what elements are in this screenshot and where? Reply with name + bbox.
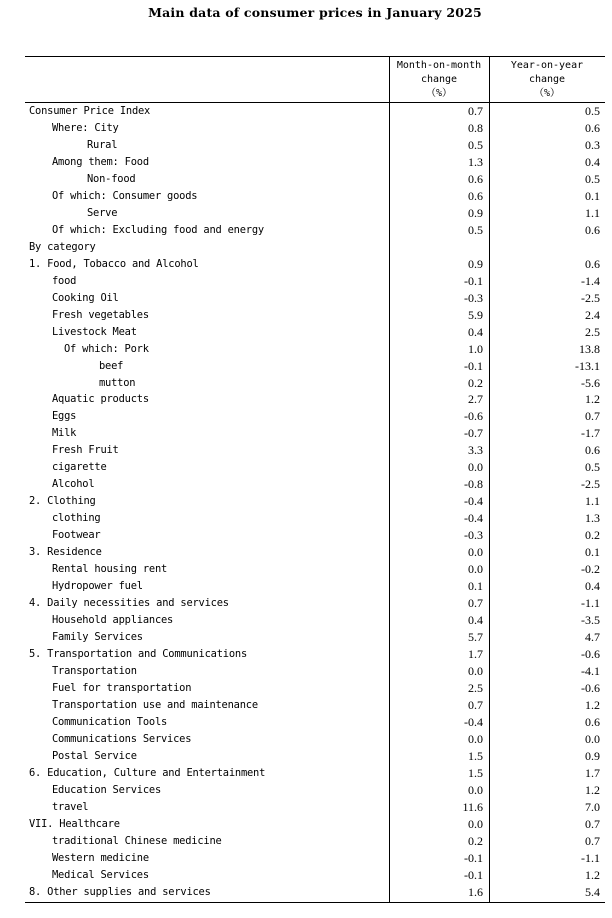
month-on-month-value: -0.1 xyxy=(464,273,483,288)
table-row xyxy=(25,833,605,850)
table-row xyxy=(25,850,605,867)
table-row xyxy=(25,680,605,697)
table-row xyxy=(25,442,605,459)
year-on-year-value: -0.6 xyxy=(581,647,600,661)
table-row xyxy=(25,120,605,137)
table-row xyxy=(25,408,605,425)
year-on-year-value: -13.1 xyxy=(575,358,600,373)
year-on-year-value: -1.1 xyxy=(581,850,600,865)
month-on-month-value: 0.9 xyxy=(468,205,483,220)
table-row xyxy=(25,154,605,171)
month-on-month-value: 0.7 xyxy=(468,104,483,118)
row-label: Milk xyxy=(52,427,77,440)
row-label: Non-food xyxy=(87,172,136,185)
header-line: （%） xyxy=(533,88,561,99)
row-label: 1. Food, Tobacco and Alcohol xyxy=(29,257,199,270)
year-on-year-value: 0.6 xyxy=(585,256,600,271)
year-on-year-value: -4.1 xyxy=(581,663,600,678)
month-on-month-value: 1.5 xyxy=(468,765,483,780)
month-on-month-value: 0.7 xyxy=(468,697,483,712)
row-label: Alcohol xyxy=(52,478,95,491)
month-on-month-value: 0.5 xyxy=(468,137,483,152)
row-label: Of which: Pork xyxy=(64,342,149,355)
row-label: Cooking Oil xyxy=(52,291,119,304)
year-on-year-value: 5.4 xyxy=(585,884,600,899)
year-on-year-value: 0.7 xyxy=(585,816,600,831)
year-on-year-value: 0.4 xyxy=(585,154,600,169)
row-label: food xyxy=(52,274,77,287)
month-on-month-value: -0.4 xyxy=(464,714,483,729)
row-label: Fresh vegetables xyxy=(52,308,149,321)
month-on-month-value: 0.0 xyxy=(468,562,483,577)
table-row xyxy=(25,493,605,510)
year-on-year-value: 0.7 xyxy=(585,833,600,848)
table-row xyxy=(25,663,605,680)
row-label: Postal Service xyxy=(52,749,137,762)
row-label: Aquatic products xyxy=(52,393,149,406)
table-row xyxy=(25,273,605,290)
year-on-year-value: 0.6 xyxy=(585,714,600,729)
year-on-year-value: 0.7 xyxy=(585,409,600,424)
header-year-on-year xyxy=(489,59,605,101)
row-label: 2. Clothing xyxy=(29,495,96,508)
month-on-month-value: 0.4 xyxy=(468,324,483,339)
table-row xyxy=(25,307,605,324)
month-on-month-value: 0.0 xyxy=(468,663,483,678)
row-label: Transportation use and maintenance xyxy=(52,698,258,711)
year-on-year-value: 0.3 xyxy=(585,137,600,152)
year-on-year-value: 1.7 xyxy=(585,765,600,780)
table-row xyxy=(25,239,605,256)
row-label: Rental housing rent xyxy=(52,563,168,576)
row-label: 8. Other supplies and services xyxy=(29,885,211,898)
table-row xyxy=(25,459,605,476)
year-on-year-value: 1.1 xyxy=(585,494,600,509)
row-label: clothing xyxy=(52,512,101,525)
month-on-month-value: -0.4 xyxy=(464,511,483,526)
table-row xyxy=(25,697,605,714)
year-on-year-value: 0.9 xyxy=(585,748,600,763)
row-label: Communication Tools xyxy=(52,715,168,728)
table-row xyxy=(25,256,605,273)
month-on-month-value: 1.6 xyxy=(468,884,483,899)
month-on-month-value: 1.3 xyxy=(468,154,483,169)
row-label: Among them: Food xyxy=(52,155,149,168)
table-row xyxy=(25,510,605,527)
row-label: mutton xyxy=(99,376,136,389)
month-on-month-value: 0.8 xyxy=(468,120,483,135)
year-on-year-value: 0.6 xyxy=(585,443,600,458)
year-on-year-value: 0.6 xyxy=(585,120,600,135)
year-on-year-value: -2.5 xyxy=(581,477,600,492)
row-label: Of which: Excluding food and energy xyxy=(52,223,264,236)
month-on-month-value: -0.4 xyxy=(464,494,483,509)
year-on-year-value: -5.6 xyxy=(581,375,600,390)
row-label: Western medicine xyxy=(52,851,149,864)
table-row xyxy=(25,103,605,120)
row-label: cigarette xyxy=(52,461,107,474)
year-on-year-value: 0.5 xyxy=(585,104,600,118)
row-label: Education Services xyxy=(52,783,162,796)
month-on-month-value: 0.0 xyxy=(468,460,483,475)
year-on-year-value: 7.0 xyxy=(585,799,600,814)
row-label: Hydropower fuel xyxy=(52,580,143,593)
year-on-year-value: 1.1 xyxy=(585,205,600,220)
month-on-month-value: 2.5 xyxy=(468,680,483,695)
year-on-year-value: -1.7 xyxy=(581,426,600,441)
year-on-year-value: 13.8 xyxy=(579,341,600,356)
table-row xyxy=(25,867,605,884)
table-row xyxy=(25,782,605,799)
row-label: VII. Healthcare xyxy=(29,817,120,830)
year-on-year-value: 2.5 xyxy=(585,324,600,339)
row-label: 3. Residence xyxy=(29,546,102,559)
row-label: Eggs xyxy=(52,410,77,423)
month-on-month-value: 0.6 xyxy=(468,171,483,186)
month-on-month-value: -0.1 xyxy=(464,358,483,373)
row-label: Communications Services xyxy=(52,732,192,745)
year-on-year-value: 1.2 xyxy=(585,392,600,407)
month-on-month-value: 0.0 xyxy=(468,545,483,560)
month-on-month-value: 0.4 xyxy=(468,613,483,628)
row-label: 5. Transportation and Communications xyxy=(29,648,248,660)
year-on-year-value: 0.5 xyxy=(585,460,600,475)
month-on-month-value: 2.7 xyxy=(468,392,483,407)
table-row xyxy=(25,205,605,222)
table-row xyxy=(25,137,605,154)
table-row xyxy=(25,391,605,408)
table-row xyxy=(25,731,605,748)
table-row xyxy=(25,612,605,629)
table-row xyxy=(25,748,605,765)
row-label: traditional Chinese medicine xyxy=(52,834,222,847)
month-on-month-value: 1.0 xyxy=(468,341,483,356)
row-label: Rural xyxy=(87,138,118,151)
row-label: travel xyxy=(52,800,89,813)
year-on-year-value: 0.1 xyxy=(585,188,600,203)
table-row xyxy=(25,425,605,442)
month-on-month-value: 3.3 xyxy=(468,443,483,458)
row-label: 6. Education, Culture and Entertainment xyxy=(29,766,266,779)
month-on-month-value: 0.9 xyxy=(468,256,483,271)
table-row xyxy=(25,629,605,646)
year-on-year-value: -1.4 xyxy=(581,273,600,288)
month-on-month-value: 1.7 xyxy=(468,647,483,661)
row-label: Medical Services xyxy=(52,868,149,881)
month-on-month-value: 0.1 xyxy=(468,579,483,594)
month-on-month-value: 0.0 xyxy=(468,731,483,746)
month-on-month-value: -0.1 xyxy=(464,867,483,882)
header-line: （%） xyxy=(425,88,453,99)
header-line: change xyxy=(420,74,458,85)
year-on-year-value: 0.0 xyxy=(585,731,600,746)
month-on-month-value: 0.0 xyxy=(468,816,483,831)
year-on-year-value: 4.7 xyxy=(585,630,600,645)
table-row xyxy=(25,714,605,731)
year-on-year-value: 1.2 xyxy=(585,867,600,882)
year-on-year-value: 1.2 xyxy=(585,697,600,712)
year-on-year-value: 0.6 xyxy=(585,222,600,237)
table-row xyxy=(25,527,605,544)
table-header xyxy=(25,57,605,103)
year-on-year-value: -1.1 xyxy=(581,596,600,611)
header-line: Month-on-month xyxy=(396,60,482,71)
row-label: Serve xyxy=(87,206,118,219)
month-on-month-value: 5.7 xyxy=(468,630,483,645)
month-on-month-value: -0.3 xyxy=(464,528,483,543)
month-on-month-value: 0.6 xyxy=(468,188,483,203)
month-on-month-value: -0.6 xyxy=(464,409,483,424)
table-row xyxy=(25,171,605,188)
row-label: Where: City xyxy=(52,121,119,134)
table-row xyxy=(25,765,605,782)
month-on-month-value: 0.2 xyxy=(468,833,483,848)
table-row xyxy=(25,476,605,493)
header-line: Year-on-year xyxy=(510,60,584,71)
month-on-month-value: 0.5 xyxy=(468,222,483,237)
row-label: Consumer Price Index xyxy=(29,105,151,117)
table-row xyxy=(25,595,605,612)
month-on-month-value: -0.7 xyxy=(464,426,483,441)
cpi-table xyxy=(25,56,605,903)
year-on-year-value: -0.2 xyxy=(581,562,600,577)
table-row xyxy=(25,341,605,358)
month-on-month-value: 11.6 xyxy=(462,799,483,814)
table-body xyxy=(25,103,605,901)
row-label: 4. Daily necessities and services xyxy=(29,597,229,610)
table-row xyxy=(25,222,605,239)
year-on-year-value: 0.4 xyxy=(585,579,600,594)
row-label: Transportation xyxy=(52,664,137,677)
table-row xyxy=(25,324,605,341)
row-label: Of which: Consumer goods xyxy=(52,189,198,202)
year-on-year-value: 1.3 xyxy=(585,511,600,526)
month-on-month-value: 5.9 xyxy=(468,307,483,322)
row-label: Household appliances xyxy=(52,614,174,627)
row-label: Fuel for transportation xyxy=(52,681,192,694)
page-title: Main data of consumer prices in January 2025 xyxy=(148,5,482,20)
year-on-year-value: -2.5 xyxy=(581,290,600,305)
table-row xyxy=(25,544,605,561)
row-label: Family Services xyxy=(52,631,143,644)
month-on-month-value: -0.8 xyxy=(464,477,483,492)
month-on-month-value: 0.0 xyxy=(468,782,483,797)
table-row xyxy=(25,816,605,833)
table-row xyxy=(25,646,605,663)
table-row xyxy=(25,290,605,307)
table-row xyxy=(25,884,605,901)
month-on-month-value: -0.3 xyxy=(464,290,483,305)
table-row xyxy=(25,561,605,578)
year-on-year-value: -3.5 xyxy=(581,613,600,628)
row-label: By category xyxy=(29,240,96,253)
row-label: Footwear xyxy=(52,529,101,542)
header-month-on-month xyxy=(389,59,489,101)
year-on-year-value: 0.2 xyxy=(585,528,600,543)
month-on-month-value: 1.5 xyxy=(468,748,483,763)
year-on-year-value: -0.6 xyxy=(581,680,600,695)
year-on-year-value: 0.1 xyxy=(585,545,600,560)
year-on-year-value: 0.5 xyxy=(585,171,600,186)
row-label: Livestock Meat xyxy=(52,325,137,338)
year-on-year-value: 1.2 xyxy=(585,782,600,797)
year-on-year-value: 2.4 xyxy=(585,307,600,322)
month-on-month-value: -0.1 xyxy=(464,850,483,865)
table-row xyxy=(25,358,605,375)
month-on-month-value: 0.7 xyxy=(468,596,483,611)
table-row xyxy=(25,375,605,392)
row-label: beef xyxy=(99,359,124,372)
row-label: Fresh Fruit xyxy=(52,444,119,457)
table-row xyxy=(25,188,605,205)
header-line: change xyxy=(528,74,566,85)
month-on-month-value: 0.2 xyxy=(468,375,483,390)
table-row xyxy=(25,578,605,595)
table-row xyxy=(25,799,605,816)
